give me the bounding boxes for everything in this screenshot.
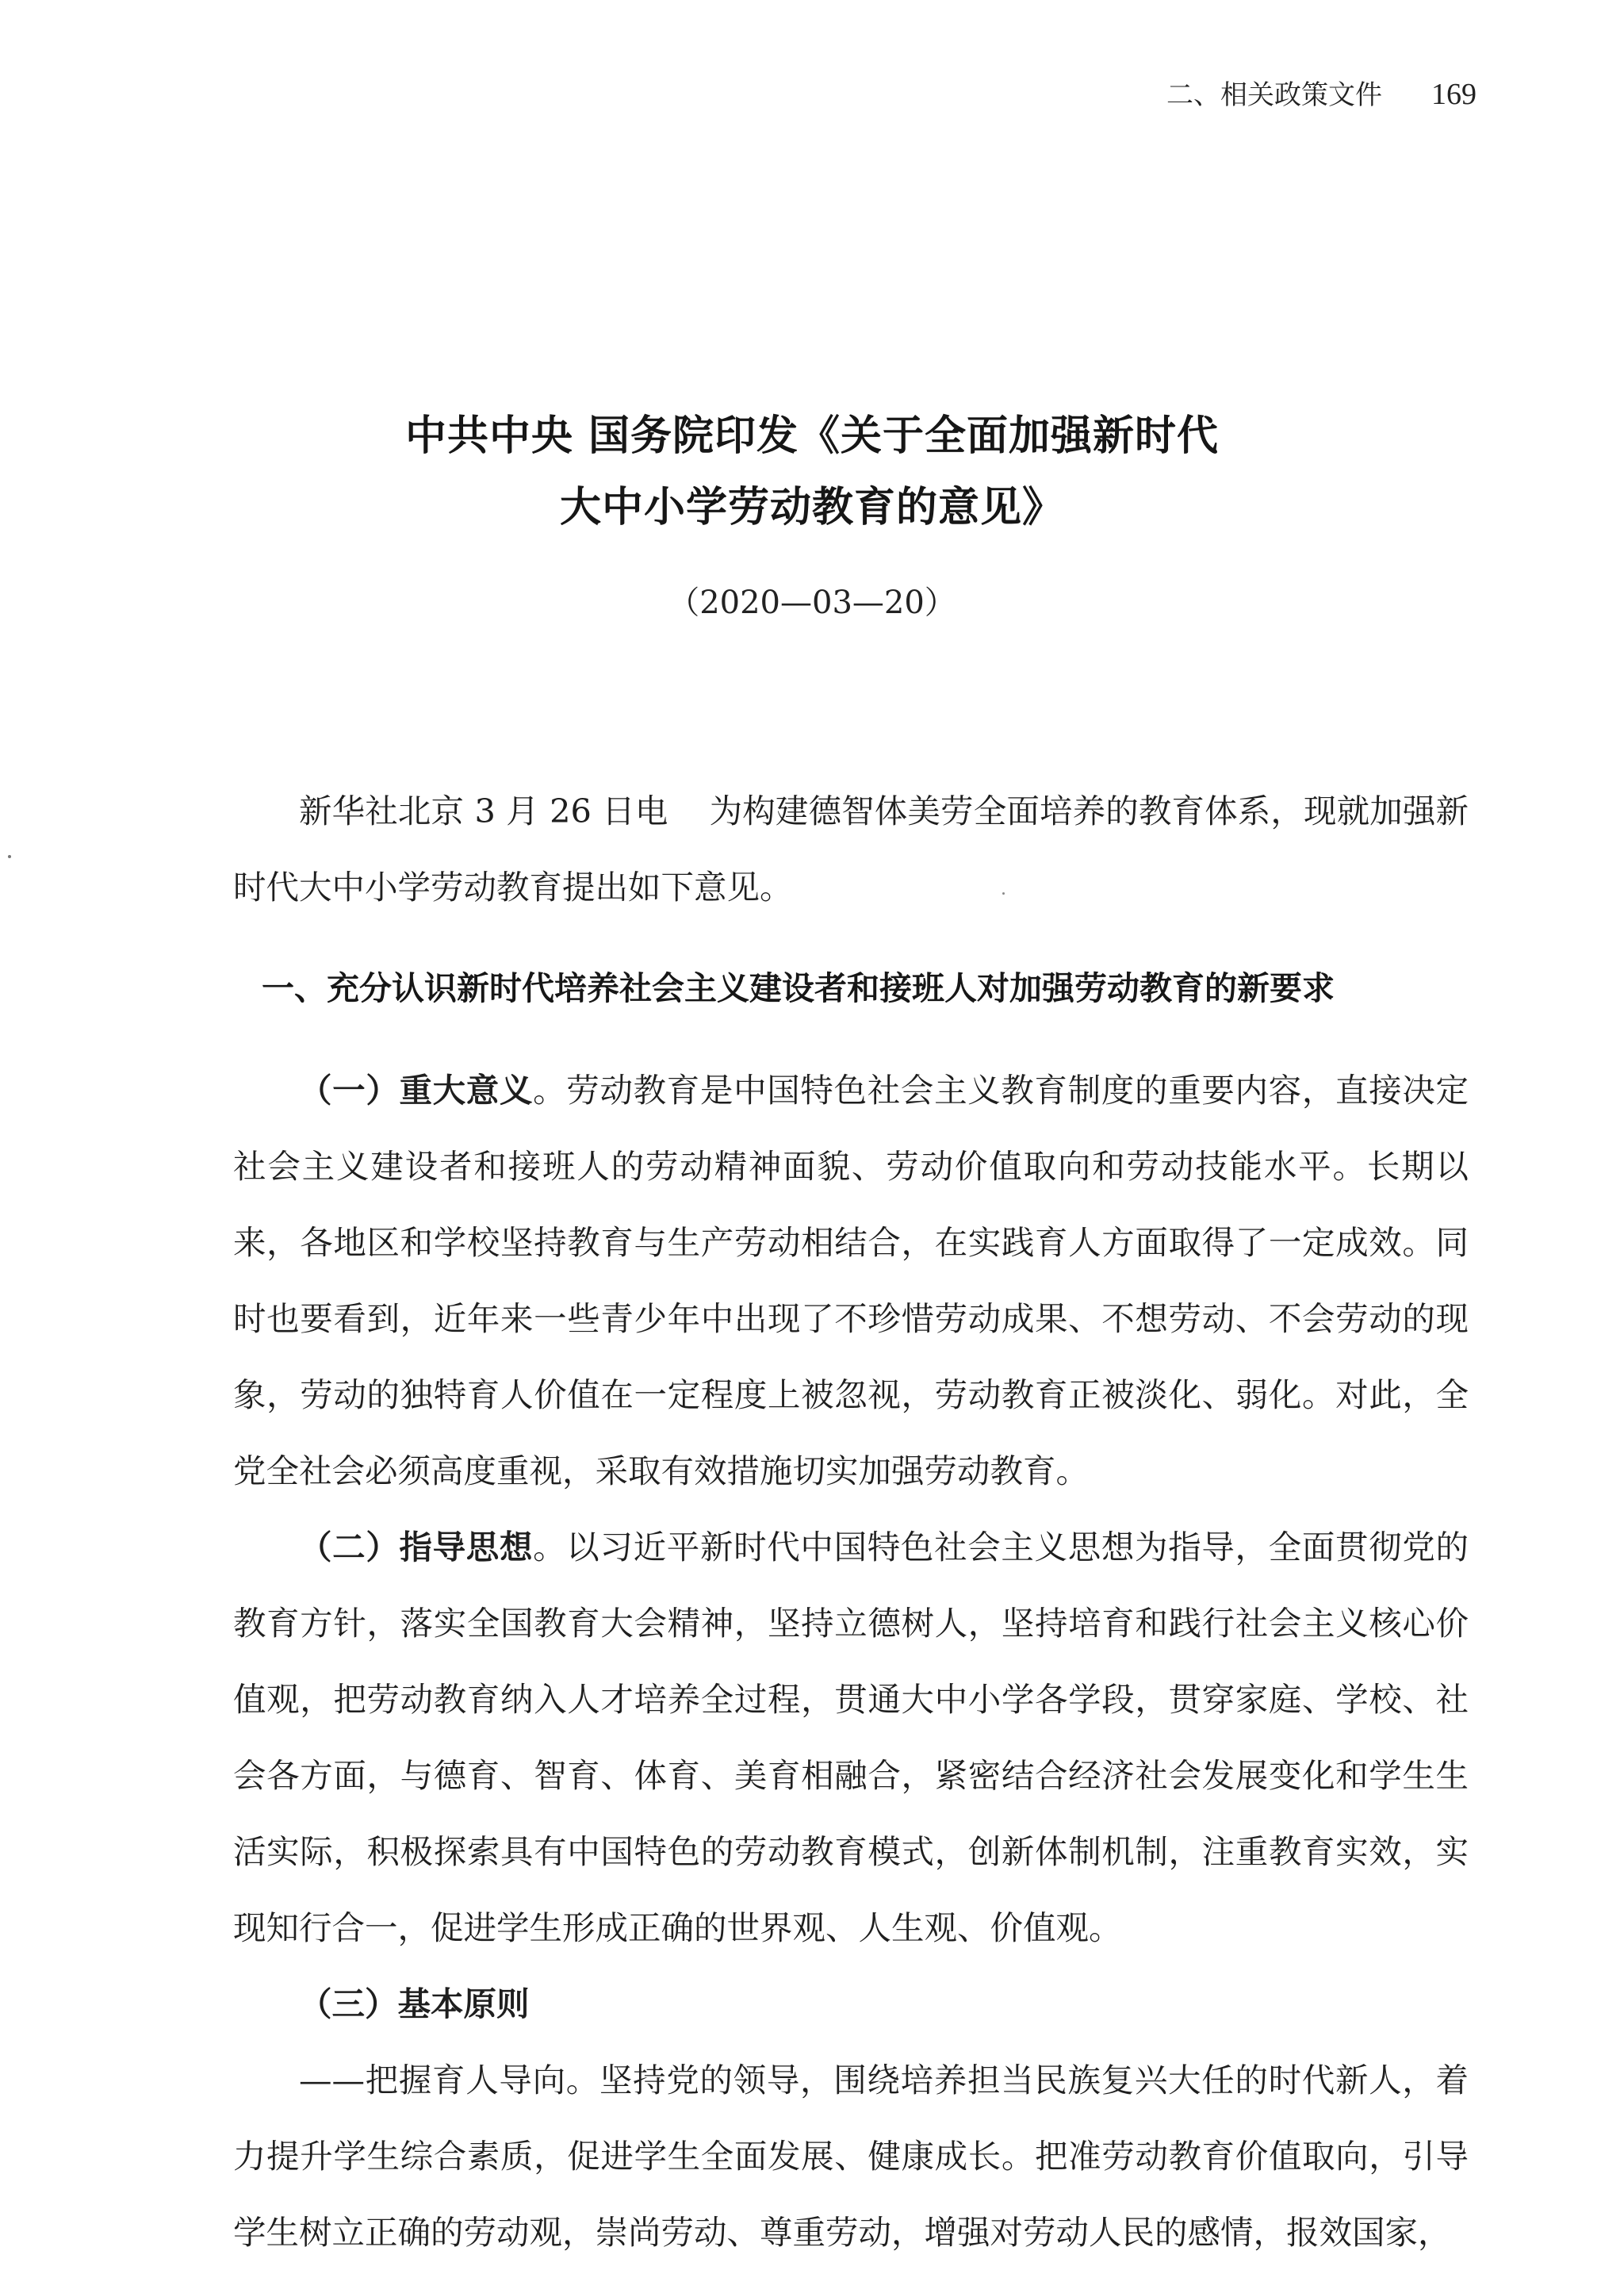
scan-speck — [1002, 892, 1005, 895]
document-date: （2020—03—20） — [668, 585, 956, 621]
paragraph-text: ——把握育人导向。坚持党的领导，围绕培养担当民族复兴大任的时代新人，着力提升学生综合素质，促进学生全面发展、健康成长。把准劳动教育价值取向，引导学生树立正确的劳动观，崇尚劳动、尊重劳动，增强对劳动人民的感情，报效国家， — [233, 2061, 1469, 2252]
lead-paragraph — [233, 773, 1469, 926]
lead-text: 为构建德智体美劳全面培养的教育体系，现就加强新时代大中小学劳动教育提出如下意见。 — [233, 792, 1469, 907]
paragraph-basic-principles — [233, 1966, 1469, 2042]
subheading-basic-principles: （三）基本原则 — [299, 1984, 530, 2023]
document-title — [0, 401, 1624, 543]
subheading-guiding-ideology: （二）指导思想 — [299, 1528, 534, 1566]
main-body — [233, 1053, 1469, 2271]
header-section-title: 二、相关政策文件 — [1166, 79, 1382, 111]
paragraph-text: 。以习近平新时代中国特色社会主义思想为指导，全面贯彻党的教育方针，落实全国教育大会精神，坚持立德树人，坚持培育和践行社会主义核心价值观，把劳动教育纳入人才培养全过程，贯通大中小学各学段，贯穿家庭、学校、社会各方面，与德育、智育、体育、美育相融合，紧密结合经济社会发展变化和学生生活实际，积极探索具有中国特色的劳动教育模式，创新体制机制，注重教育实效，实现知行合一，促进学生形成正确的世界观、人生观、价值观。 — [233, 1528, 1469, 1947]
paragraph-text: 。劳动教育是中国特色社会主义教育制度的重要内容，直接决定社会主义建设者和接班人的劳动精神面貌、劳动价值取向和劳动技能水平。长期以来，各地区和学校坚持教育与生产劳动相结合，在实践育人方面取得了一定成效。同时也要看到，近年来一些青少年中出现了不珍惜劳动成果、不想劳动、不会劳动的现象，劳动的独特育人价值在一定程度上被忽视，劳动教育正被淡化、弱化。对此，全党全社会必须高度重视，采取有效措施切实加强劳动教育。 — [233, 1071, 1469, 1490]
section-heading: 一、充分认识新时代培养社会主义建设者和接班人对加强劳动教育的新要求 — [262, 969, 1335, 1007]
paragraph-significance — [233, 1053, 1469, 1509]
paragraph-education-orientation — [233, 2042, 1469, 2271]
subheading-significance: （一）重大意义 — [299, 1071, 534, 1110]
lead-paragraph-block — [233, 773, 1469, 926]
scan-mark — [8, 855, 11, 858]
paragraph-guiding-ideology — [233, 1509, 1469, 1966]
title-line-1: 中共中央 国务院印发《关于全面加强新时代 — [404, 412, 1220, 460]
page-number: 169 — [1431, 78, 1477, 111]
title-line-2: 大中小学劳动教育的意见》 — [559, 484, 1064, 531]
dateline: 新华社北京 3 月 26 日电 — [299, 792, 668, 830]
running-header — [1166, 73, 1477, 112]
